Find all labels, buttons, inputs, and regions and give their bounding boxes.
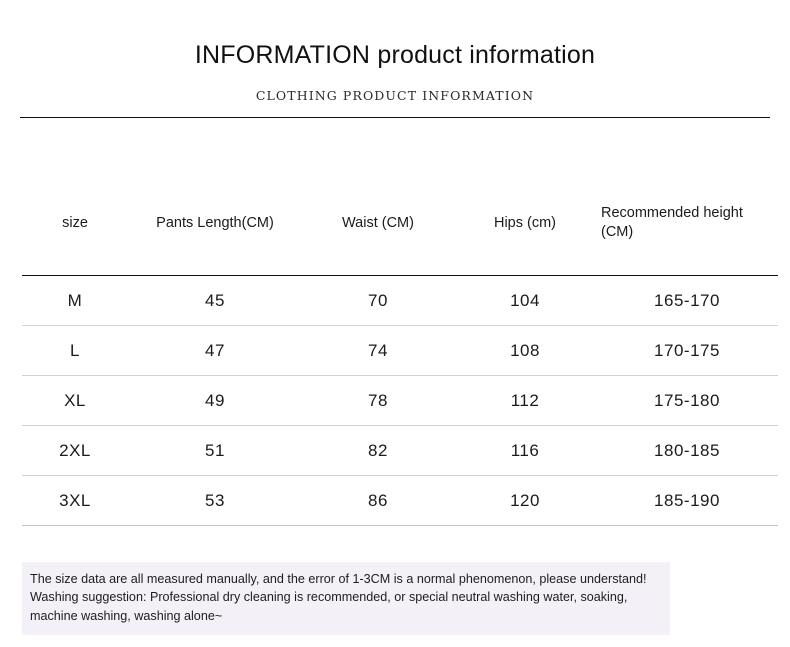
cell-hips: 116 (454, 426, 596, 476)
cell-waist: 82 (302, 426, 454, 476)
column-header-hips (454, 180, 596, 276)
cell-hips: 112 (454, 376, 596, 426)
page-title: INFORMATION product information (194, 41, 596, 69)
column-header-recommended-height-label: Recommended height (CM) (601, 205, 743, 240)
table-row (22, 276, 778, 326)
cell-waist: 74 (302, 326, 454, 376)
cell-size: 2XL (22, 426, 128, 476)
cell-recommended-height: 170-175 (596, 326, 778, 376)
column-header-waist-label: Waist (CM) (342, 214, 414, 231)
table-row (22, 476, 778, 526)
cell-size: 3XL (22, 476, 128, 526)
size-table-head (22, 180, 778, 276)
size-table (22, 180, 778, 526)
table-row (22, 426, 778, 476)
column-header-pants-length (128, 180, 302, 276)
cell-recommended-height: 175-180 (596, 376, 778, 426)
cell-hips: 104 (454, 276, 596, 326)
cell-size: XL (22, 376, 128, 426)
cell-pants-length: 49 (128, 376, 302, 426)
column-header-recommended-height (596, 180, 778, 276)
column-header-size (22, 180, 128, 276)
page-subtitle: CLOTHING PRODUCT INFORMATION (255, 88, 535, 103)
cell-pants-length: 45 (128, 276, 302, 326)
header-divider (20, 117, 770, 118)
measurement-note (22, 562, 670, 635)
size-table-body (22, 276, 778, 526)
cell-waist: 78 (302, 376, 454, 426)
measurement-note-text: The size data are all measured manually, and the error of 1-3CM is a normal phenomenon, please understand! Washing suggestion: Professional dry cleaning is recommended, or special neutral washing water, soaking, machine washing, washing alone~ (30, 572, 647, 623)
cell-recommended-height: 165-170 (596, 276, 778, 326)
cell-hips: 120 (454, 476, 596, 526)
cell-size: M (22, 276, 128, 326)
table-row (22, 376, 778, 426)
cell-waist: 70 (302, 276, 454, 326)
cell-waist: 86 (302, 476, 454, 526)
table-header-row (22, 180, 778, 276)
column-header-pants-length-label: Pants Length(CM) (156, 214, 274, 231)
size-table-container (0, 180, 790, 526)
cell-pants-length: 53 (128, 476, 302, 526)
cell-pants-length: 47 (128, 326, 302, 376)
cell-hips: 108 (454, 326, 596, 376)
cell-recommended-height: 185-190 (596, 476, 778, 526)
table-row (22, 326, 778, 376)
cell-size: L (22, 326, 128, 376)
column-header-hips-label: Hips (cm) (493, 214, 557, 231)
cell-recommended-height: 180-185 (596, 426, 778, 476)
column-header-size-label: size (62, 214, 88, 231)
page-header (0, 0, 790, 118)
cell-pants-length: 51 (128, 426, 302, 476)
column-header-waist (302, 180, 454, 276)
